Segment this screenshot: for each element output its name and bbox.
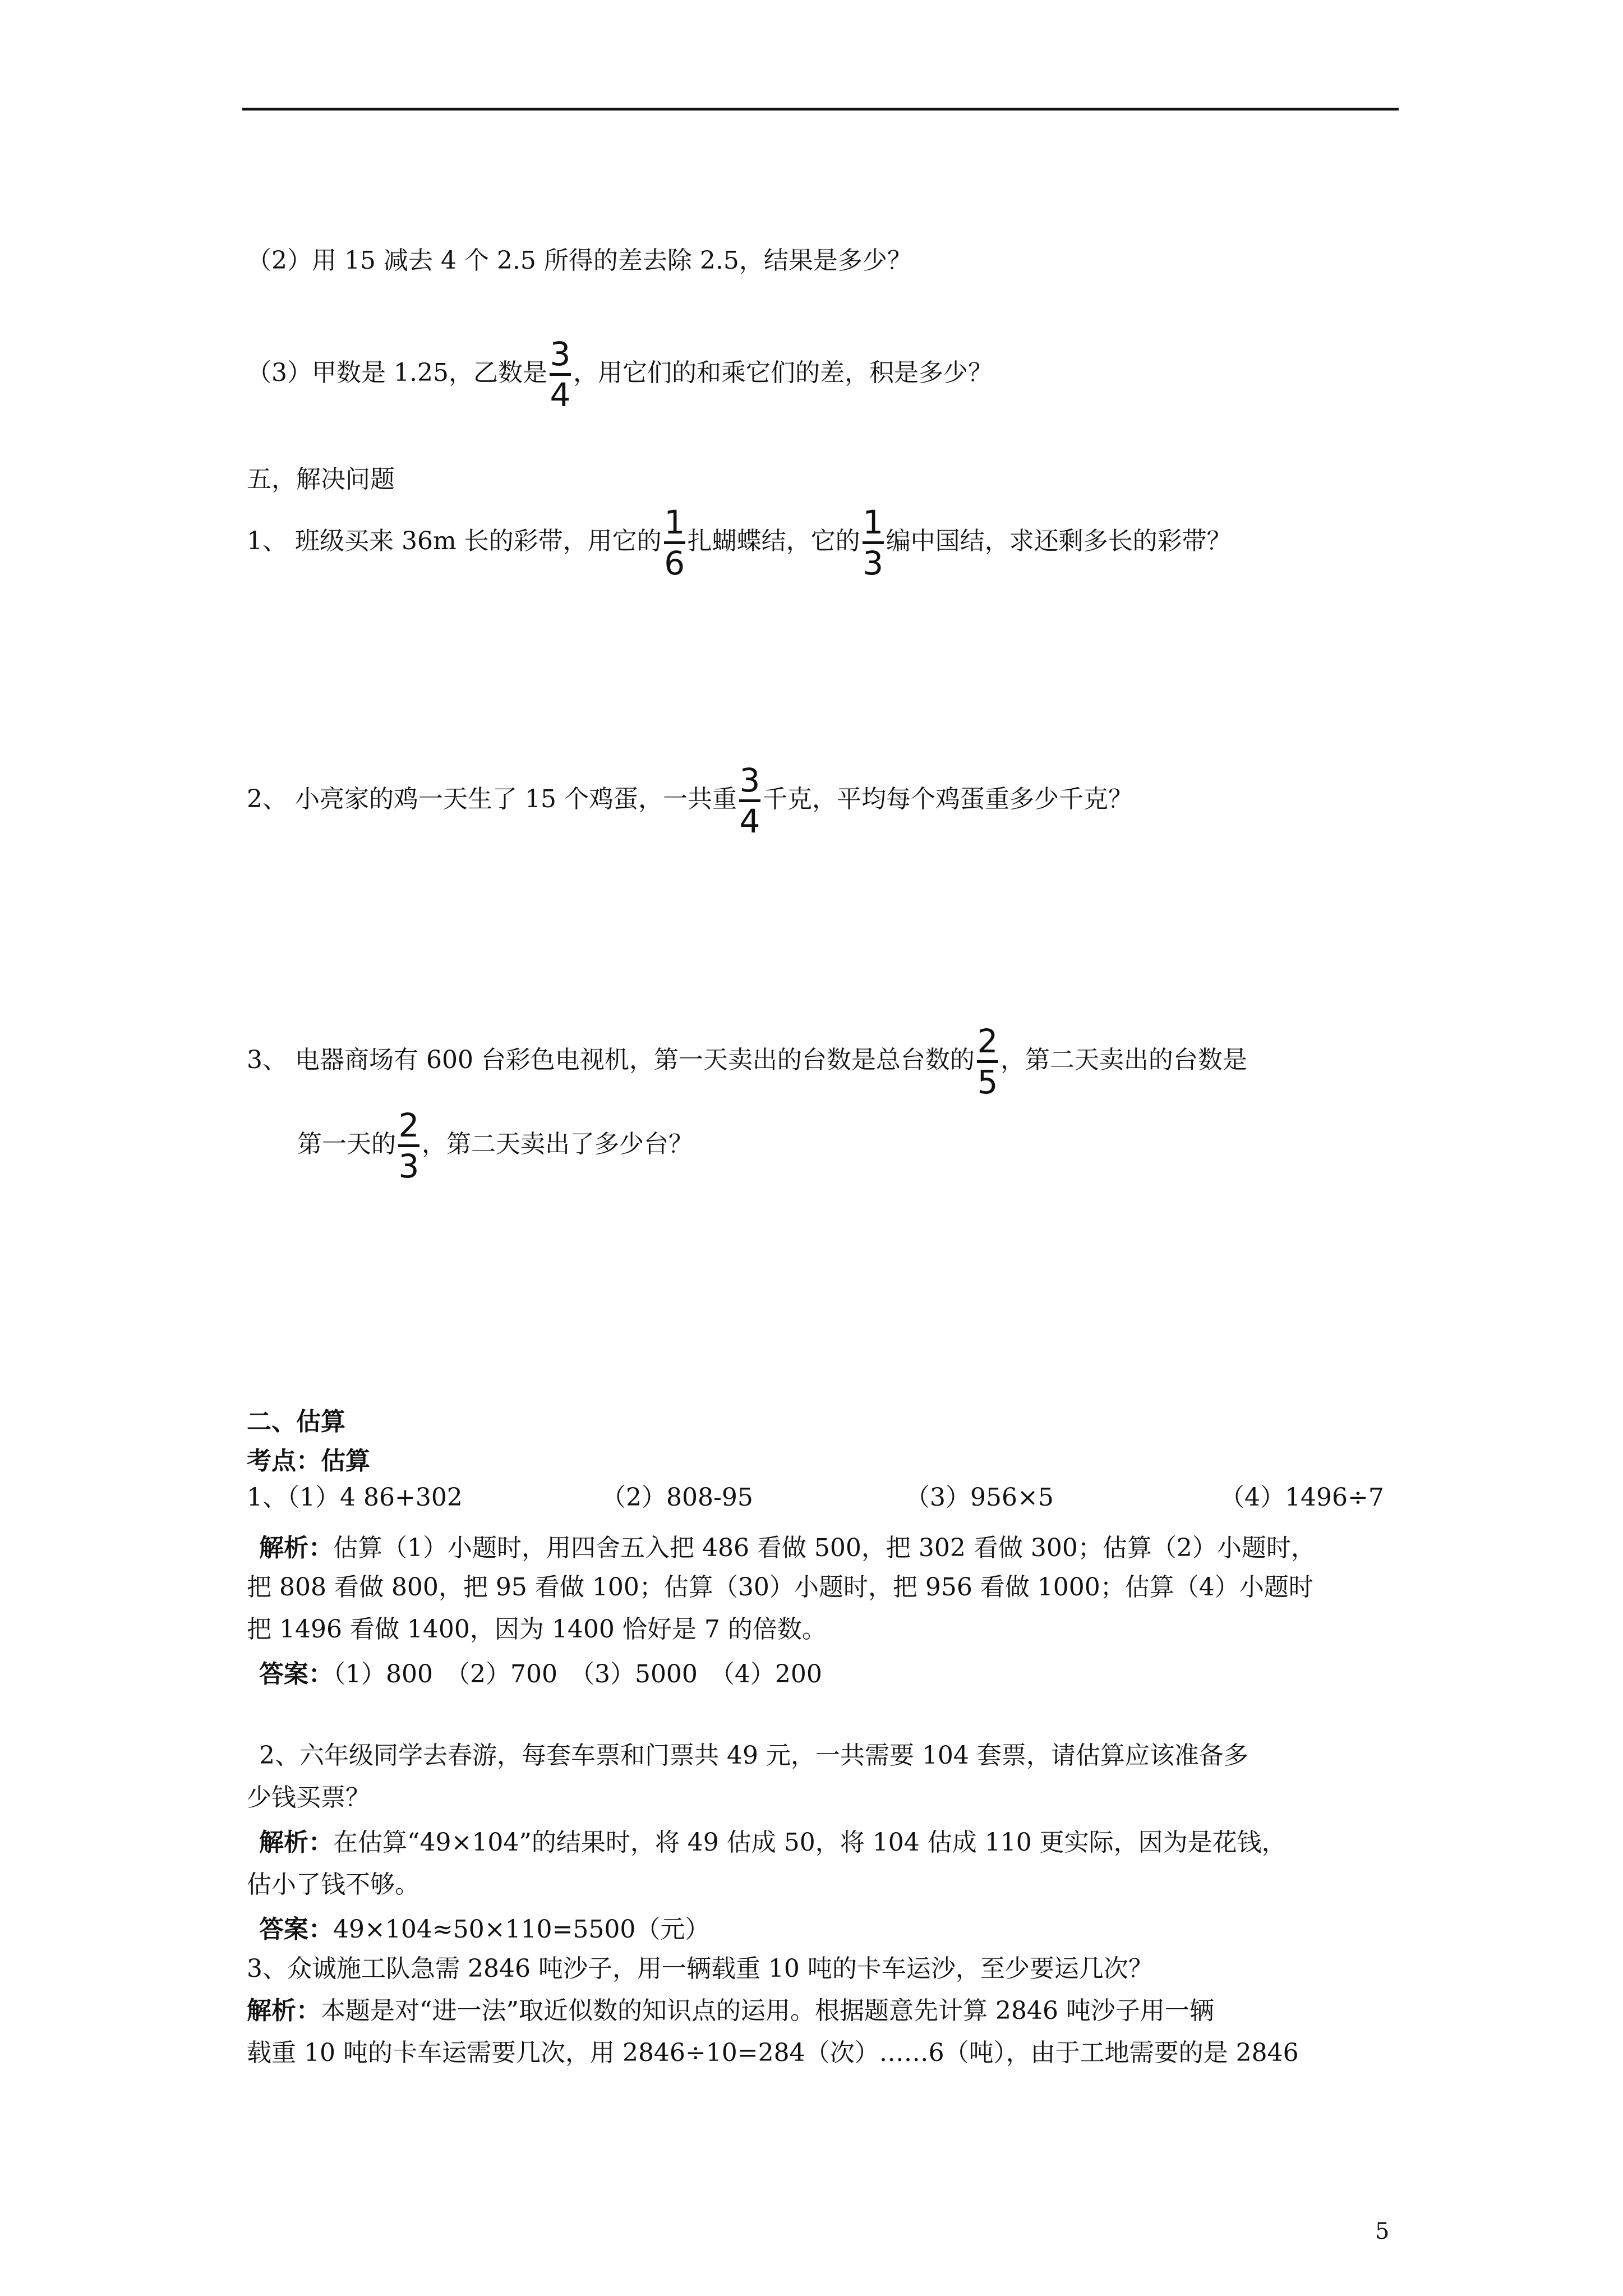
problem-3-continued bbox=[297, 1108, 693, 1184]
problem-2 bbox=[247, 763, 1133, 839]
fraction bbox=[739, 763, 760, 839]
fraction-denominator: 4 bbox=[550, 376, 571, 414]
fraction-denominator: 3 bbox=[398, 1147, 419, 1185]
problem-3-text-a: 3、 电器商场有 600 台彩色电视机，第一天卖出的台数是总台数的 bbox=[247, 1046, 975, 1074]
fraction-denominator: 3 bbox=[863, 544, 884, 582]
estimation-question-2: 2、六年级同学去春游，每套车票和门票共 49 元，一共需要 104 套票，请估算应该准备多 bbox=[259, 1741, 1248, 1770]
estimation-item: 1、（1）4 86+302 bbox=[247, 1483, 463, 1512]
fraction-denominator: 5 bbox=[977, 1063, 998, 1101]
problem-1 bbox=[247, 505, 1232, 581]
problem-1-text-a: 1、 班级买来 36m 长的彩带，用它的 bbox=[247, 527, 662, 555]
problem-1-text-b: 扎蝴蝶结，它的 bbox=[687, 527, 860, 555]
fraction-denominator: 4 bbox=[739, 802, 760, 840]
analysis-text: 本题是对“进一法”取近似数的知识点的运用。根据题意先计算 2846 吨沙子用一辆 bbox=[321, 1996, 1214, 2025]
problem-2-text-a: 2、 小亮家的鸡一天生了 15 个鸡蛋，一共重 bbox=[247, 785, 737, 813]
estimation-item: （4）1496÷7 bbox=[1220, 1483, 1384, 1512]
answer-label: 答案： bbox=[259, 1915, 333, 1944]
key-point bbox=[247, 1444, 370, 1478]
analysis-text: 在估算“49×104”的结果时，将 49 估成 50，将 104 估成 110 更实际，因为是花钱， bbox=[333, 1828, 1287, 1857]
answer-text: 49×104≈50×110=5500（元） bbox=[333, 1915, 710, 1944]
question-3-text-a: （3）甲数是 1.25，乙数是 bbox=[247, 358, 547, 387]
estimation-question-3: 3、众诚施工队急需 2846 吨沙子，用一辆载重 10 吨的卡车运沙，至少要运几次？ bbox=[247, 1954, 1153, 1983]
question-2: （2）用 15 减去 4 个 2.5 所得的差去除 2.5，结果是多少？ bbox=[247, 246, 912, 275]
fraction bbox=[398, 1108, 419, 1184]
answer-label: 答案： bbox=[259, 1660, 333, 1688]
question-3-text-b: ，用它们的和乘它们的差，积是多少？ bbox=[573, 358, 993, 387]
key-point-text: 估算 bbox=[321, 1447, 370, 1475]
fraction-numerator: 1 bbox=[664, 503, 685, 541]
section-2-title: 二、估算 bbox=[247, 1407, 345, 1436]
problem-3-text-c: 第一天的 bbox=[297, 1130, 396, 1158]
section-5-heading: 五，解决问题 bbox=[247, 465, 395, 494]
analysis-2-line-2: 估小了钱不够。 bbox=[247, 1870, 419, 1899]
answer-1 bbox=[259, 1658, 822, 1691]
estimation-item: （2）808-95 bbox=[601, 1483, 753, 1512]
problem-3 bbox=[247, 1024, 1247, 1099]
analysis-label: 解析： bbox=[259, 1828, 333, 1857]
analysis-3 bbox=[247, 1994, 1214, 2028]
key-point-label: 考点： bbox=[247, 1447, 321, 1475]
analysis-1-line-2: 把 808 看做 800，把 95 看做 100；估算（30）小题时，把 956 看做 1000；估算（4）小题时 bbox=[247, 1573, 1313, 1602]
problem-3-text-b: ，第二天卖出的台数是 bbox=[1000, 1046, 1247, 1074]
analysis-label: 解析： bbox=[259, 1534, 333, 1562]
page-number: 5 bbox=[1375, 2219, 1390, 2244]
question-3 bbox=[247, 337, 993, 412]
fraction-numerator: 3 bbox=[739, 761, 760, 799]
problem-3-text-d: ，第二天卖出了多少台？ bbox=[422, 1130, 693, 1158]
answer-text: （1）800 （2）700 （3）5000 （4）200 bbox=[333, 1660, 822, 1688]
fraction-numerator: 3 bbox=[550, 335, 571, 373]
analysis-1-line-3: 把 1496 看做 1400，因为 1400 恰好是 7 的倍数。 bbox=[247, 1615, 827, 1644]
header-rule bbox=[242, 108, 1399, 111]
estimation-item: （3）956×5 bbox=[905, 1483, 1054, 1512]
estimation-question-2-line-2: 少钱买票？ bbox=[247, 1783, 370, 1812]
analysis-text: 估算（1）小题时，用四舍五入把 486 看做 500，把 302 看做 300；估算（2）小题时， bbox=[333, 1534, 1316, 1562]
fraction bbox=[863, 505, 884, 581]
analysis-label: 解析： bbox=[247, 1996, 321, 2025]
fraction-numerator: 1 bbox=[863, 503, 884, 541]
analysis-2 bbox=[259, 1826, 1287, 1860]
analysis-3-line-2: 载重 10 吨的卡车运需要几次，用 2846÷10=284（次）……6（吨），由于工地需要的是 2846 bbox=[247, 2039, 1299, 2067]
fraction-numerator: 2 bbox=[977, 1022, 998, 1060]
fraction bbox=[664, 505, 685, 581]
fraction bbox=[977, 1024, 998, 1099]
fraction-denominator: 6 bbox=[664, 544, 685, 582]
problem-2-text-b: 千克，平均每个鸡蛋重多少千克？ bbox=[762, 785, 1133, 813]
answer-2 bbox=[259, 1913, 709, 1947]
problem-1-text-c: 编中国结，求还剩多长的彩带？ bbox=[886, 527, 1232, 555]
fraction bbox=[550, 337, 571, 412]
analysis-1 bbox=[259, 1531, 1316, 1565]
fraction-numerator: 2 bbox=[398, 1106, 419, 1144]
